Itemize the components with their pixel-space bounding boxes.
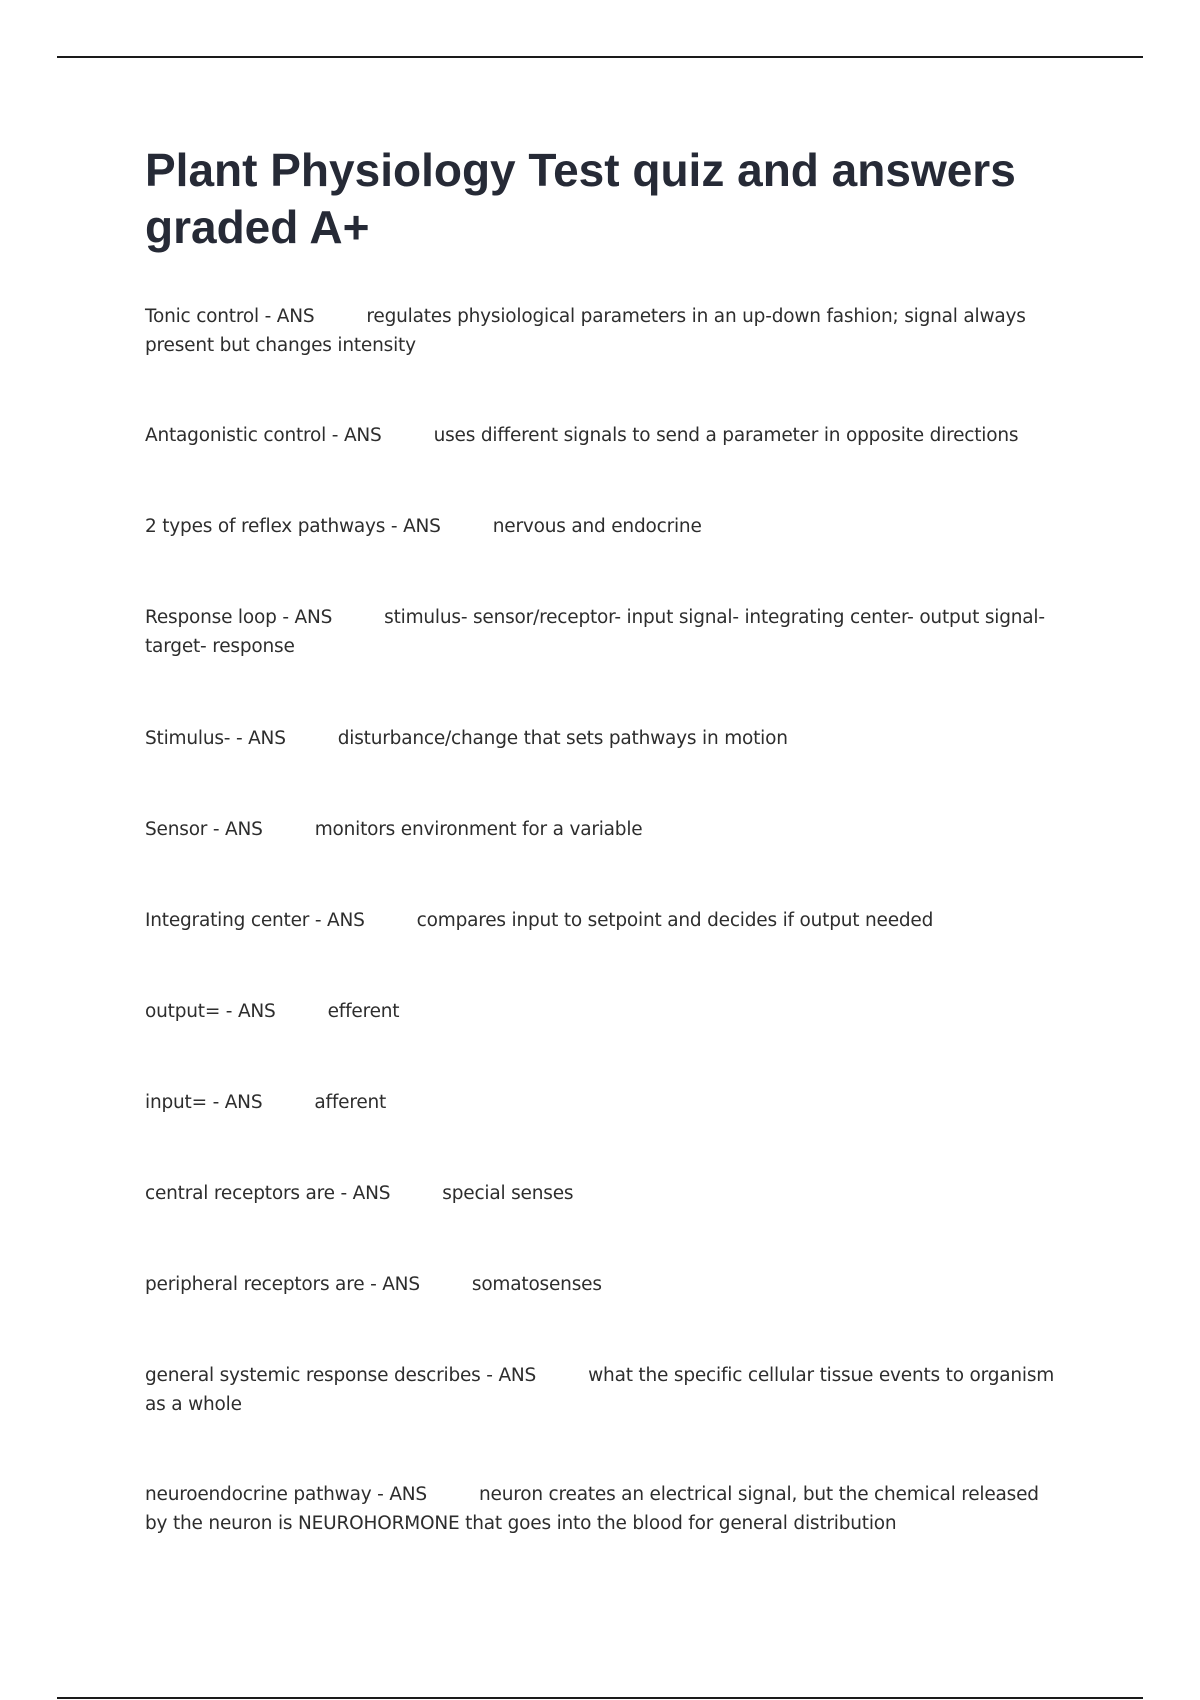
qa-item bbox=[145, 1179, 1060, 1208]
question-text: Response loop bbox=[145, 607, 277, 628]
qa-item bbox=[145, 421, 1060, 450]
footer-rule bbox=[57, 1697, 1143, 1699]
question-text: neuroendocrine pathway bbox=[145, 1484, 372, 1505]
question-text: Tonic control bbox=[145, 306, 259, 327]
ans-marker: - ANS bbox=[371, 1484, 427, 1505]
answer-text: monitors environment for a variable bbox=[314, 819, 643, 840]
answer-text: nervous and endocrine bbox=[492, 516, 702, 537]
question-text: Stimulus- bbox=[145, 728, 231, 749]
qa-item bbox=[145, 603, 1060, 661]
qa-item bbox=[145, 302, 1060, 360]
answer-text: compares input to setpoint and decides if output needed bbox=[416, 910, 934, 931]
answer-text: disturbance/change that sets pathways in motion bbox=[337, 728, 788, 749]
answer-text: efferent bbox=[327, 1001, 400, 1022]
qa-item bbox=[145, 1480, 1060, 1538]
qa-item bbox=[145, 724, 1060, 753]
qa-item bbox=[145, 997, 1060, 1026]
answer-text: afferent bbox=[314, 1092, 387, 1113]
question-text: 2 types of reflex pathways bbox=[145, 516, 386, 537]
ans-marker: - ANS bbox=[334, 1183, 391, 1204]
ans-marker: - ANS bbox=[385, 516, 441, 537]
answer-text: uses different signals to send a parameter in opposite directions bbox=[433, 425, 1019, 446]
ans-marker: - ANS bbox=[480, 1365, 537, 1386]
answer-text: somatosenses bbox=[471, 1274, 602, 1295]
qa-item bbox=[145, 906, 1060, 935]
qa-item bbox=[145, 1361, 1060, 1419]
qa-item bbox=[145, 815, 1060, 844]
ans-marker: - ANS bbox=[364, 1274, 420, 1295]
question-text: Antagonistic control bbox=[145, 425, 327, 446]
answer-text: special senses bbox=[442, 1183, 574, 1204]
answer-text: stimulus- sensor/receptor- input signal- integrating center- output signal- target- response bbox=[145, 607, 1045, 657]
ans-marker: - ANS bbox=[258, 306, 315, 327]
question-text: output= bbox=[145, 1001, 221, 1022]
question-text: Sensor bbox=[145, 819, 208, 840]
answer-text: regulates physiological parameters in an up-down fashion; signal always present but changes intensity bbox=[145, 306, 1026, 356]
ans-marker: - ANS bbox=[220, 1001, 276, 1022]
ans-marker: - ANS bbox=[276, 607, 333, 628]
question-text: general systemic response describes bbox=[145, 1365, 481, 1386]
page-title: Plant Physiology Test quiz and answers graded A+ bbox=[145, 144, 1016, 253]
question-text: Integrating center bbox=[145, 910, 310, 931]
answer-text: what the specific cellular tissue events to organism as a whole bbox=[145, 1365, 1055, 1415]
ans-marker: - ANS bbox=[309, 910, 365, 931]
answer-text: neuron creates an electrical signal, but the chemical released by the neuron is NEUROHORMONE that goes into the blood for general distribution bbox=[145, 1484, 1039, 1534]
qa-item bbox=[145, 512, 1060, 541]
ans-marker: - ANS bbox=[230, 728, 286, 749]
question-text: input= bbox=[145, 1092, 207, 1113]
header-rule bbox=[57, 56, 1143, 58]
qa-item bbox=[145, 1088, 1060, 1117]
ans-marker: - ANS bbox=[207, 819, 263, 840]
qa-item bbox=[145, 1270, 1060, 1299]
question-text: peripheral receptors are bbox=[145, 1274, 365, 1295]
ans-marker: - ANS bbox=[206, 1092, 263, 1113]
question-text: central receptors are bbox=[145, 1183, 335, 1204]
ans-marker: - ANS bbox=[326, 425, 382, 446]
